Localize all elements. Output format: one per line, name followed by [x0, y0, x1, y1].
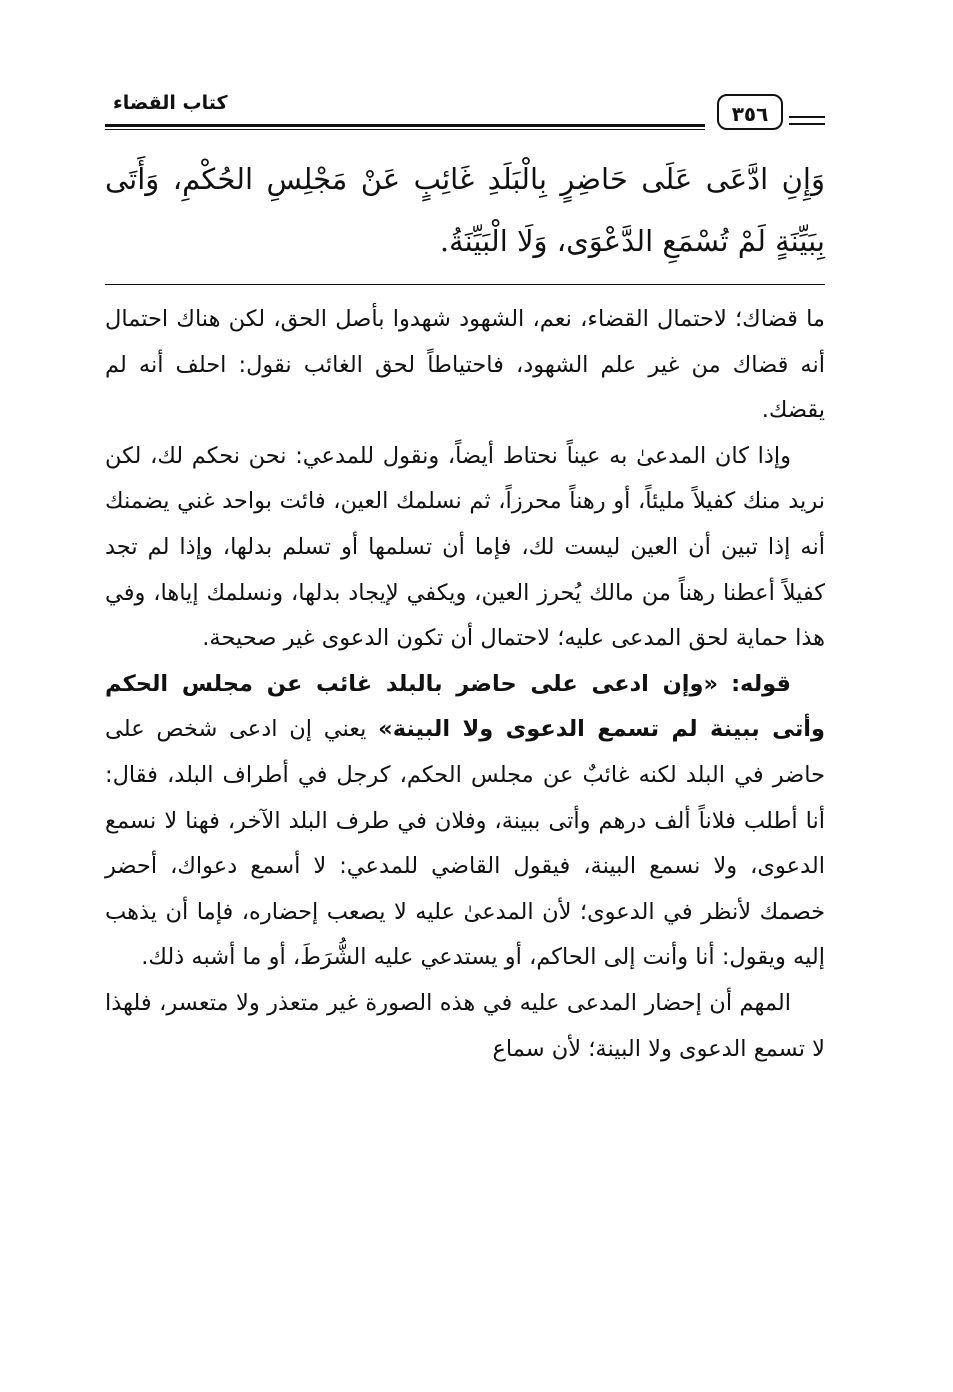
commentary-paragraph-4: المهم أن إحضار المدعى عليه في هذه الصورة غير متعذر ولا متعسر، فلهذا لا تسمع الدعوى ولا البينة؛ لأن سماع [105, 989, 825, 1062]
commentary-paragraph-3 [105, 662, 825, 981]
commentary-paragraph-1: ما قضاك؛ لاحتمال القضاء، نعم، الشهود شهدوا بأصل الحق، لكن هناك احتمال أنه قضاك من غير علم الشهود، فاحتياطاً لحق الغائب نقول: احلف أنه لم يقضك. [105, 306, 825, 424]
header-side-rule-top [789, 116, 825, 118]
book-title: كتاب القضاء [113, 92, 228, 114]
header-side-rule-bottom [789, 123, 825, 125]
page-number: ٣٥٦ [717, 94, 783, 130]
commentary-paragraph-2: وإذا كان المدعىٰ به عيناً نحتاط أيضاً، ونقول للمدعي: نحن نحكم لك، لكن نريد منك كفيلاً مليئاً، أو رهناً محرزاً، ثم نسلمك العين، فائت بواحد غني يضمنك أنه إذا تبين أن العين ليست لك، فإما أن تسلمها أو تسلم بدلها، وإذا لم تجد كفيلاً أعطنا رهناً من مالك يُحرز العين، ويكفي لإيجاد بدلها، ونسلمك إياها، وفي هذا حماية لحق المدعى عليه؛ لاحتمال أن تكون الدعوى غير صحيحة. [105, 442, 825, 652]
commentary [105, 297, 825, 1072]
matn-quote: «وإن ادعى على حاضر بالبلد غائب عن مجلس الحكم وأتى ببينة لم تسمع الدعوى ولا البينة» [105, 670, 826, 743]
running-header [105, 88, 825, 138]
header-rule-thin [105, 129, 705, 130]
matn-separator [105, 284, 825, 285]
matn-text: وَإِنِ ادَّعَى عَلَى حَاضِرٍ بِالْبَلَدِ غَائِبٍ عَنْ مَجْلِسِ الحُكْمِ، وَأَتَى بِبَيِّنَةٍ لَمْ تُسْمَعِ الدَّعْوَى، وَلَا الْبَيِّنَةُ. [105, 162, 825, 258]
commentary-paragraph-3-text: يعني إن ادعى شخص على حاضر في البلد لكنه غائبٌ عن مجلس الحكم، كرجل في أطراف البلد، فقال: أنا أطلب فلاناً ألف درهم وأتى ببينة، وفلان في طرف البلد الآخر، فهنا لا نسمع الدعوى، ولا نسمع البينة، فيقول القاضي للمدعي: لا أسمع دعواك، أحضر خصمك لأنظر في الدعوى؛ لأن المدعىٰ عليه لا يصعب إحضاره، فإما أن يذهب إليه ويقول: أنا وأنت إلى الحاكم، أو يستدعي عليه الشُّرَطَ، أو ما أشبه ذلك. [105, 716, 825, 971]
qawluh-label: قوله: [731, 670, 791, 697]
header-rule-thick [105, 124, 705, 127]
